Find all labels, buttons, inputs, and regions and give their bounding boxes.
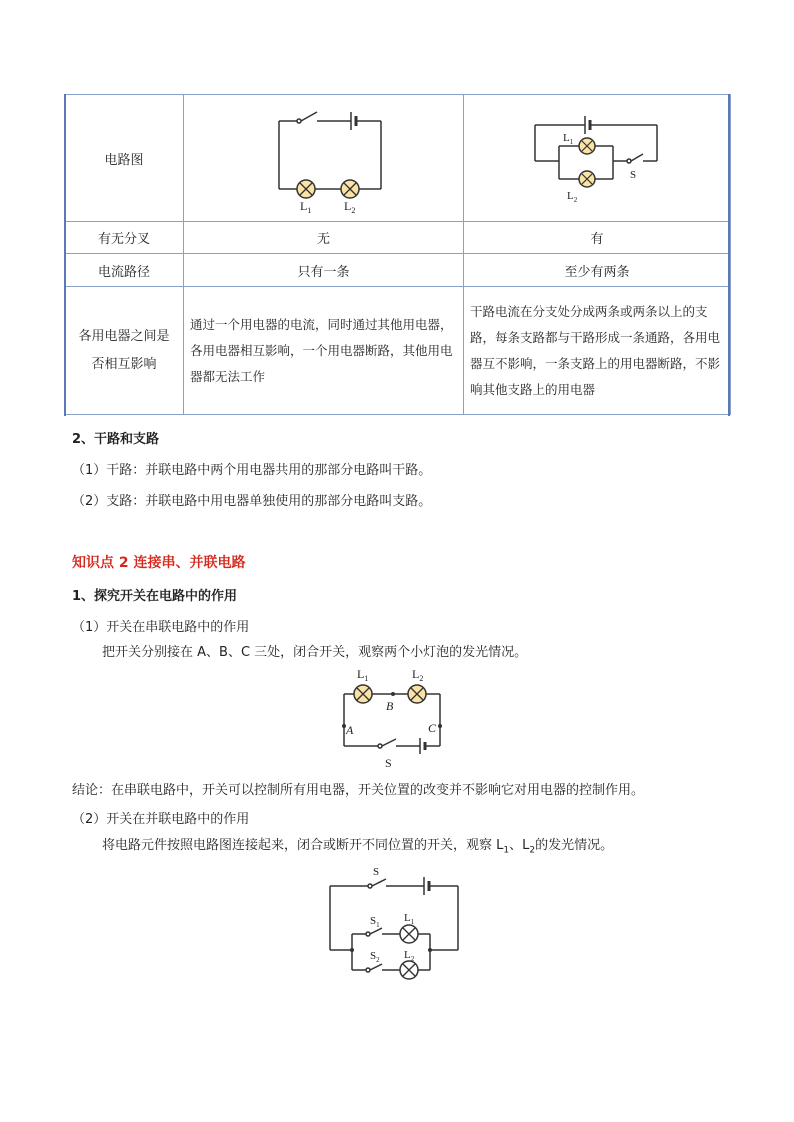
- svg-text:S2: $S_2$: [370, 950, 380, 964]
- row-label-influence: 各用电器之间是 否相互影响: [65, 287, 184, 415]
- svg-text:L1: $L_1$: [299, 198, 311, 214]
- svg-text:S: S: [630, 169, 637, 181]
- parallel-switch-diagram: [320, 862, 470, 984]
- paragraph-series-switch: 把开关分别接在 A、B、C 三处，闭合开关，观察两个小灯泡的发光情况。: [102, 645, 528, 660]
- table-row: [65, 222, 731, 254]
- knowledge-point-title: 知识点 2 连接串、并联电路: [72, 555, 246, 571]
- paragraph-branch-circuit: （2）支路：并联电路中用电器单独使用的那部分电路叫支路。: [72, 494, 432, 509]
- svg-text:L1: $L_1$: [404, 912, 415, 926]
- series-path-value: 只有一条: [184, 254, 464, 287]
- bulb-icon: [354, 685, 372, 703]
- svg-text:A: A: [346, 723, 354, 737]
- svg-text:S: S: [385, 756, 392, 770]
- bulb-icon: [297, 180, 315, 198]
- row-label-path: 电流路径: [65, 254, 184, 287]
- row-label-branch: 有无分叉: [65, 222, 184, 254]
- subheading-parallel-switch: （2）开关在并联电路中的作用: [72, 812, 250, 827]
- parallel-influence-text: 干路电流在分支处分成两条或两条以上的支路，每条支路都与干路形成一条通路，各用电器互不影响，一条支路上的用电器断路，不影响其他支路上的用电器: [464, 287, 731, 415]
- bulb-icon: [579, 171, 595, 187]
- svg-text:L2: $L_2$: [404, 949, 415, 963]
- series-diagram-svg: [259, 99, 389, 214]
- svg-text:L1: $L_1$: [357, 667, 369, 683]
- parallel-path-value: 至少有两条: [464, 254, 731, 287]
- paragraph-main-circuit: （1）干路：并联电路中两个用电器共用的那部分电路叫干路。: [72, 463, 432, 478]
- svg-text:L2: $L_2$: [567, 190, 578, 204]
- series-switch-diagram: [330, 664, 452, 772]
- svg-text:L2: $L_2$: [343, 198, 355, 214]
- table-row: [65, 287, 731, 415]
- subsection-heading-switch: 1、探究开关在电路中的作用: [72, 589, 238, 604]
- series-circuit-diagram: [184, 95, 464, 222]
- series-branch-value: 无: [184, 222, 464, 254]
- bulb-icon: [579, 138, 595, 154]
- svg-text:C: C: [428, 721, 437, 735]
- svg-text:S: S: [373, 866, 380, 878]
- row-label-circuit: 电路图: [65, 95, 184, 222]
- svg-text:L1: $L_1$: [563, 132, 574, 146]
- parallel-circuit-diagram: [464, 95, 731, 222]
- bulb-icon: [400, 961, 418, 979]
- table-row: [65, 95, 731, 222]
- series-influence-text: 通过一个用电器的电流，同时通过其他用电器，各用电器相互影响，一个用电器断路，其他用电器都无法工作: [184, 287, 464, 415]
- paragraph-parallel-switch: 将电路元件按照电路图连接起来，闭合或断开不同位置的开关，观察 $L_1$、$L_2$的发光情况。: [102, 838, 614, 856]
- table-row: [65, 254, 731, 287]
- section-heading-branch: 2、干路和支路: [72, 432, 160, 447]
- svg-text:L2: $L_2$: [412, 667, 424, 683]
- svg-text:B: B: [386, 699, 394, 713]
- bulb-icon: [400, 925, 418, 943]
- parallel-branch-value: 有: [464, 222, 731, 254]
- parallel-diagram-svg: [527, 101, 667, 211]
- comparison-table: [64, 94, 731, 415]
- bulb-icon: [408, 685, 426, 703]
- subheading-series-switch: （1）开关在串联电路中的作用: [72, 620, 250, 635]
- paragraph-conclusion: 结论：在串联电路中，开关可以控制所有用电器，开关位置的改变并不影响它对用电器的控制作用。: [72, 783, 645, 798]
- svg-text:S1: $S_1$: [370, 915, 380, 929]
- bulb-icon: [341, 180, 359, 198]
